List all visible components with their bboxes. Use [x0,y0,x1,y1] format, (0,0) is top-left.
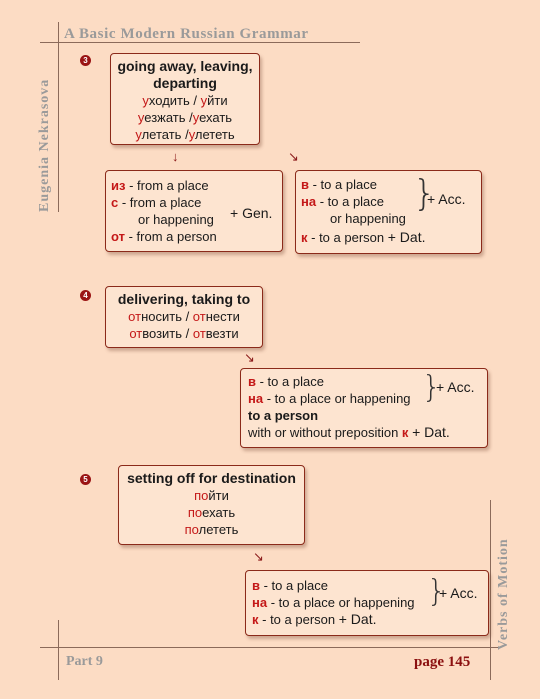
author-name: Eugenia Nekrasova [37,78,52,212]
from-happening-row: с - from a place [111,195,202,210]
section3-arrow-diag: ↘ [288,149,299,164]
dative-case-label: + Dat. [387,229,426,245]
section3-title: going away, leaving, departing [117,58,253,91]
preposition-row: with or without preposition к + Dat. [248,424,450,440]
from-person-row: от - from a person [111,229,217,244]
section3-verb-1: уходить / уйти [142,93,228,108]
section4-main-box [105,286,263,348]
to-person-row: к - to a person + Dat. [252,611,377,627]
section4-verb-2: отвозить / отвезти [129,326,239,341]
section5-arrow-diag: ↘ [253,549,264,564]
section5-verb-1: пойти [194,488,229,503]
accusative-case-label: + Acc. [427,191,466,207]
accusative-case-label: + Acc. [436,379,475,395]
section3-arrow-down: ↓ [172,149,179,164]
section5-verb-3: полететь [184,522,239,537]
section5-main-box [118,465,305,545]
topic-title: Verbs of Motion [496,538,511,650]
section-number-5: 5 [80,474,91,485]
section3-brace: } [413,173,436,214]
section3-verb-2: уезжать /уехать [137,110,233,125]
dative-case-label: + Dat. [412,424,450,440]
section5-brace: } [427,574,447,609]
section3-from-box: из - from a place с - from a place or happening от - from a person + Gen. [105,170,283,252]
section5-title: setting off for destination [127,470,296,486]
to-person-row: к - to a person + Dat. [301,229,426,245]
section4-title: delivering, taking to [117,291,251,307]
to-happening-row: на - to a place [301,194,385,209]
section-number-4: 4 [80,290,91,301]
section3-main-box [110,53,260,145]
part-label: Part 9 [66,654,103,669]
section-number-3: 3 [80,55,91,66]
section4-verb-1: относить / отнести [128,309,240,324]
to-person-row: to a person [248,408,319,423]
book-title: A Basic Modern Russian Grammar [64,26,309,42]
section3-to-box: в - to a place на - to a place or happening к - to a person + Dat. } + Acc. [295,170,482,254]
dative-case-label: + Dat. [338,611,377,627]
page-number: page 145 [414,654,471,670]
to-place-row: в - to a place [301,177,377,192]
to-place-row: в - to a place [252,578,328,593]
section5-verb-2: поехать [187,505,236,520]
section4-to-box [240,368,488,448]
right-rule [490,500,491,680]
section4-brace: } [422,370,442,405]
from-place-row: из - from a place [111,178,209,193]
to-happening-row: на - to a place or happening [248,391,411,406]
section5-to-box [245,570,489,636]
genitive-case-label: + Gen. [230,205,273,221]
footer-left-rule [58,620,59,680]
section3-verb-3: улетать /улететь [135,127,235,142]
to-place-row: в - to a place [248,374,324,389]
footer-rule [40,647,500,648]
to-happening-row: на - to a place or happening [252,595,415,610]
left-rule [58,22,59,212]
section4-arrow-diag: ↘ [244,350,255,365]
accusative-case-label: + Acc. [439,585,478,601]
